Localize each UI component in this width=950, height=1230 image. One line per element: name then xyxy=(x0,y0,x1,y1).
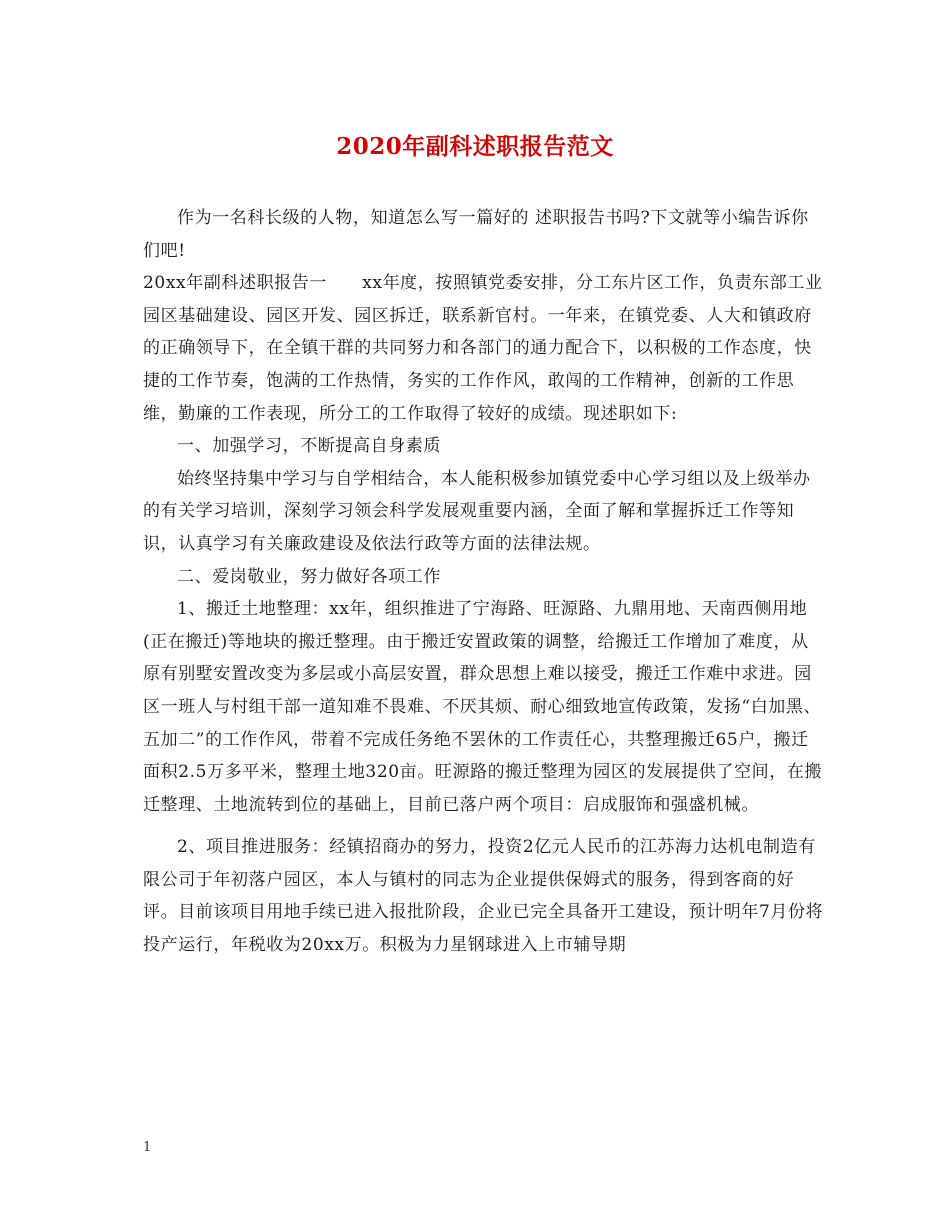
paragraph-intro: 作为一名科长级的人物，知道怎么写一篇好的 述职报告书吗?下文就等小编告诉你们吧! xyxy=(143,208,809,261)
document-title: 2020年副科述职报告范文 xyxy=(336,133,614,160)
section-heading-study: 一、加强学习，不断提高自身素质 xyxy=(177,436,441,457)
paragraph-project-service: 2、项目推进服务：经镇招商办的努力，投资2亿元人民币的江苏海力达机电制造有限公司于年初落户园区，本人与镇村的同志为企业提供保姆式的服务，得到客商的好评。目前该项目用地手续已进入报批阶段，企业已完全具备开工建设，预计明年7月份将投产运行，年税收为20xx万。积极为力星钢球进入上市辅导期 xyxy=(143,837,824,956)
paragraph-study: 始终坚持集中学习与自学相结合，本人能积极参加镇党委中心学习组以及上级举办的有关学习培训，深刻学习领会科学发展观重要内涵，全面了解和掌握拆迁工作等知识，认真学习有关廉政建设及依法行政等方面的法律法规。 xyxy=(143,468,811,554)
page-number: 1 xyxy=(143,1140,152,1155)
paragraph-relocation: 1、搬迁土地整理：xx年，组织推进了宁海路、旺源路、九鼎用地、天南西侧用地(正在搬迁)等地块的搬迁整理。由于搬迁安置政策的调整，给搬迁工作增加了难度，从原有别墅安置改变为多层或小高层安置，群众思想上难以接受，搬迁工作难中求进。园区一班人与村组干部一道知难不畏难、不厌其烦、耐心细致地宣传政策，发扬“白加黑、五加二”的工作作风，带着不完成任务绝不罢休的工作责任心，共整理搬迁65户，搬迁面积2.5万多平米，整理土地320亩。旺源路的搬迁整理为园区的发展提供了空间，在搬迁整理、土地流转到位的基础上，目前已落户两个项目：启成服饰和强盛机械。 xyxy=(143,599,823,815)
document-body xyxy=(143,202,825,962)
paragraph-report-opening: 20xx年副科述职报告一 xx年度，按照镇党委安排，分工东片区工作，负责东部工业园区基础建设、园区开发、园区拆迁，联系新官村。一年来，在镇党委、人大和镇政府的正确领导下，在全镇干群的共同努力和各部门的通力配合下，以积极的工作态度，快捷的工作节奏，饱满的工作热情，务实的工作作风，敢闯的工作精神，创新的工作思维，勤廉的工作表现，所分工的工作取得了较好的成绩。现述职如下: xyxy=(143,273,823,424)
section-heading-work: 二、爱岗敬业，努力做好各项工作 xyxy=(177,566,441,587)
